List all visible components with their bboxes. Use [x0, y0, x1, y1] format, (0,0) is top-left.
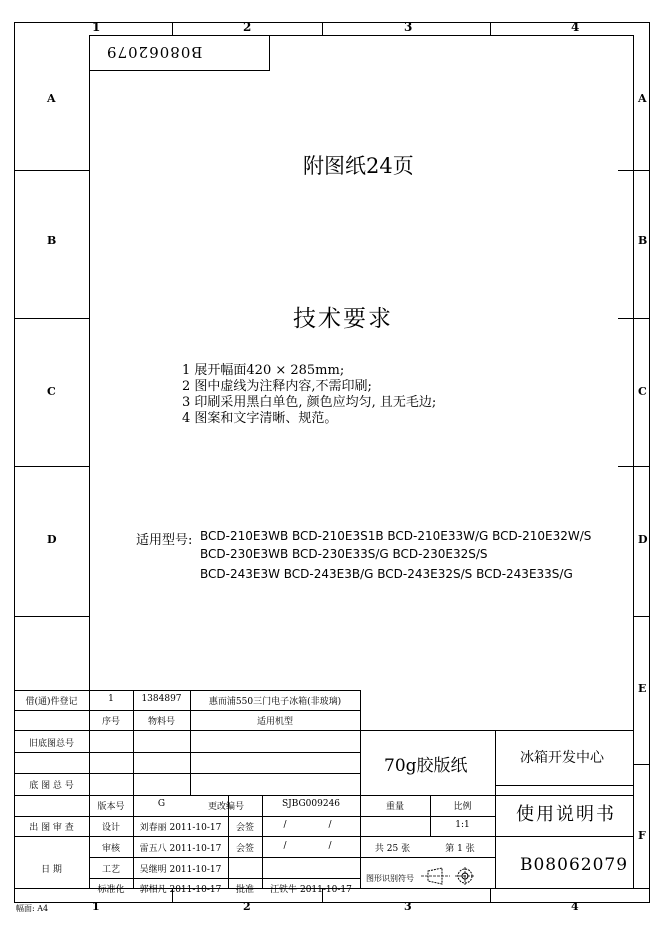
countersign-label-2: 会签 — [235, 844, 254, 854]
craft-label: 工艺 — [101, 865, 120, 875]
paper-spec: 70g胶版纸 — [384, 756, 468, 776]
countersign-slash-1: / — [283, 820, 287, 830]
zone-col-4-bottom: 4 — [571, 900, 579, 913]
attached-pages-note: 附图纸24页 — [303, 154, 414, 178]
zone-col-1-top: 1 — [92, 20, 101, 34]
zone-row-c-left: C — [47, 385, 56, 398]
old-base-label: 旧底图总号 — [28, 739, 74, 749]
document-title: 使用说明书 — [516, 804, 616, 825]
frame-bottom — [14, 902, 650, 903]
zone-col-4-top: 4 — [571, 20, 580, 34]
requirement-4: 4 图案和文字清晰、规范。 — [182, 411, 338, 426]
material-label: 物料号 — [147, 717, 175, 727]
change-no-label: 更改编号 — [207, 802, 244, 812]
weight-label: 重量 — [385, 802, 404, 812]
craft-value: 吴继明 2011-10-17 — [139, 865, 222, 875]
zone-row-d-left: D — [47, 533, 57, 546]
mirrored-drawing-number: B08062079 — [106, 43, 203, 61]
applied-model-label: 适用机型 — [256, 717, 293, 727]
change-no-value: SJBG009246 — [281, 799, 341, 809]
standard-value: 郭相凡 2011-10-17 — [139, 885, 222, 895]
inner-frame-left — [89, 35, 90, 888]
graphic-id-label: 图形识别符号 — [366, 874, 414, 883]
base-label: 底 图 总 号 — [29, 781, 74, 791]
zone-row-f-right: F — [638, 829, 646, 842]
zone-col-2-top: 2 — [243, 20, 252, 34]
zone-col-2-bottom: 2 — [243, 900, 251, 913]
borrow-register-label: 借(通)件登记 — [25, 697, 78, 707]
countersign-slash-2: / — [328, 820, 332, 830]
zone-row-b-left: B — [47, 234, 57, 247]
date-label: 日 期 — [41, 865, 62, 875]
models-line-2: BCD-230E3WB BCD-230E33S/G BCD-230E32S/S — [200, 547, 488, 561]
models-label: 适用型号: — [136, 533, 193, 548]
version-label: 版本号 — [97, 802, 125, 812]
applied-model-value: 惠而浦550三门电子冰箱(非玻璃) — [208, 697, 342, 707]
zone-row-a-left: A — [47, 92, 56, 105]
zone-row-d-right: D — [638, 533, 648, 546]
tech-requirements-title: 技术要求 — [293, 306, 393, 332]
sheet-size-label: 幅面: A4 — [16, 904, 49, 913]
requirement-3: 3 印刷采用黑白单色, 颜色应均匀, 且无毛边; — [182, 395, 437, 410]
zone-row-b-right: B — [638, 234, 648, 247]
standard-label: 标准化 — [97, 885, 125, 895]
zone-col-3-top: 3 — [404, 20, 413, 34]
approve-value: 汪铁牛 2011-10-17 — [270, 885, 352, 895]
drawing-review-label: 出 图 审 查 — [29, 823, 74, 833]
requirement-2: 2 图中虚线为注释内容,不需印刷; — [182, 379, 372, 394]
design-value: 刘春丽 2011-10-17 — [139, 823, 222, 833]
countersign-slash-4: / — [328, 841, 332, 851]
material-value: 1384897 — [141, 694, 182, 704]
countersign-slash-3: / — [283, 841, 287, 851]
seq-value: 1 — [108, 694, 114, 704]
zone-row-c-right: C — [638, 385, 647, 398]
sheet-number: 第 1 张 — [445, 844, 475, 854]
approve-label: 批准 — [235, 885, 254, 895]
inner-frame-right — [633, 35, 634, 888]
zone-row-e-right: E — [638, 682, 647, 695]
scale-label: 比例 — [453, 802, 472, 812]
check-label: 审核 — [101, 844, 120, 854]
zone-col-3-bottom: 3 — [404, 900, 412, 913]
dev-center: 冰箱开发中心 — [520, 750, 604, 766]
frame-right — [649, 22, 650, 902]
frame-top — [14, 22, 650, 23]
check-value: 雷五八 2011-10-17 — [139, 844, 222, 854]
models-line-1: BCD-210E3WB BCD-210E3S1B BCD-210E33W/G BCD-210E32W/S — [200, 529, 592, 543]
countersign-label: 会签 — [235, 823, 254, 833]
zone-row-a-right: A — [638, 92, 647, 105]
seq-label: 序号 — [101, 717, 120, 727]
sheets-total: 共 25 张 — [374, 844, 411, 854]
requirement-1: 1 展开幅面420 × 285mm; — [182, 363, 345, 378]
projection-symbol-icon — [420, 866, 492, 886]
scale-value: 1:1 — [455, 820, 470, 830]
version-value: G — [157, 799, 166, 809]
zone-col-1-bottom: 1 — [92, 900, 100, 913]
models-line-3: BCD-243E3W BCD-243E3B/G BCD-243E32S/S BCD-243E33S/G — [200, 567, 573, 581]
design-label: 设计 — [101, 823, 120, 833]
document-number: B08062079 — [520, 855, 629, 875]
frame-left — [14, 22, 15, 902]
